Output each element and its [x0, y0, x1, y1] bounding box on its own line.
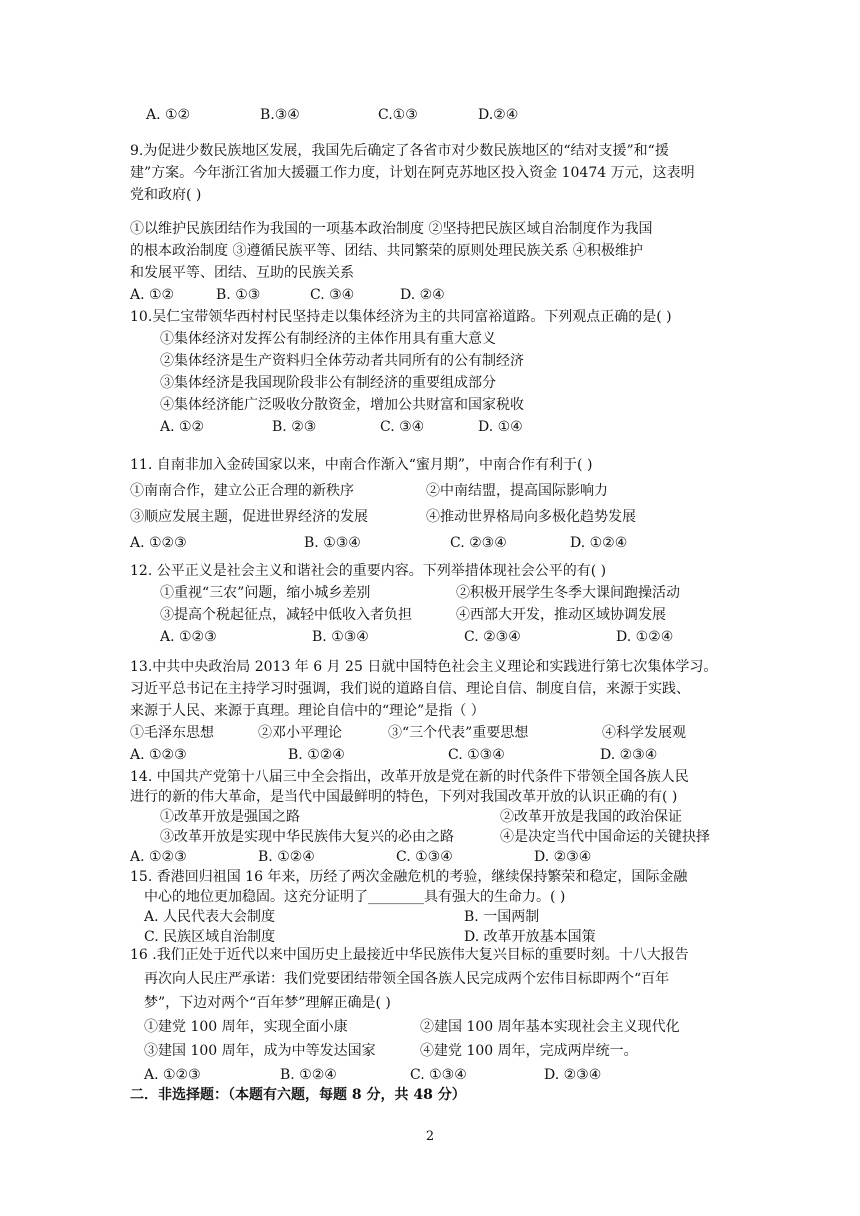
q11-option-a: A. ①②③	[130, 535, 187, 551]
q15-option-c: C. 民族区域自治制度	[144, 929, 276, 945]
q15-stem-line: 15. 香港回归祖国 16 年来，历经了两次金融危机的考验，继续保持繁荣和稳定，国际金融	[130, 869, 688, 885]
q14-statement-4: ④是决定当代中国命运的关键抉择	[500, 829, 710, 845]
q13-option-d: D. ②③④	[600, 747, 658, 763]
q9-statement-line: 的根本政治制度 ③遵循民族平等、团结、共同繁荣的原则处理民族关系 ④积极维护	[130, 243, 643, 259]
q15-option-d: D. 改革开放基本国策	[464, 929, 596, 945]
q12-option-a: A. ①②③	[160, 629, 217, 645]
q10-option-d: D. ①④	[478, 419, 523, 435]
q9-statements	[130, 218, 750, 304]
q9-option-a: A. ①②	[130, 287, 175, 303]
q10-option-a: A. ①②	[160, 419, 205, 435]
q14-statement-3: ③改革开放是实现中华民族伟大复兴的必由之路	[160, 829, 454, 845]
q11-option-b: B. ①③④	[304, 535, 361, 551]
q8-options	[130, 104, 750, 126]
q8-option-c: C.①③	[378, 107, 418, 123]
q11-statement-2: ②中南结盟，提高国际影响力	[426, 483, 608, 499]
q14-option-a: A. ①②③	[130, 849, 187, 865]
q16-option-d: D. ②③④	[544, 1067, 602, 1083]
q11-option-c: C. ②③④	[450, 535, 507, 551]
q16-stem-line: 再次向人民庄严承诺：我们党要团结带领全国各族人民完成两个宏伟目标即两个“百年	[144, 971, 670, 987]
q11-statement-3: ③顺应发展主题，促进世界经济的发展	[130, 509, 368, 525]
q13-option-c: C. ①③④	[448, 747, 505, 763]
question-10	[130, 306, 750, 438]
q8-option-a: A. ①②	[146, 107, 191, 123]
question-14	[130, 766, 750, 866]
q11-option-d: D. ①②④	[570, 535, 628, 551]
q12-option-b: B. ①③④	[312, 629, 369, 645]
q14-option-d: D. ②③④	[534, 849, 592, 865]
q9-option-b: B. ①③	[216, 287, 261, 303]
q16-statement-3: ③建国 100 周年，成为中等发达国家	[144, 1043, 376, 1059]
question-11	[130, 454, 750, 558]
q13-stem-line: 习近平总书记在主持学习时强调，我们说的道路自信、理论自信、制度自信，来源于实践、	[130, 681, 690, 697]
q12-stem: 12. 公平正义是社会主义和谐社会的重要内容。下列举措体现社会公平的有( )	[130, 563, 607, 579]
q14-option-b: B. ①②④	[258, 849, 315, 865]
q10-option-c: C. ③④	[380, 419, 425, 435]
q9-option-d: D. ②④	[400, 287, 445, 303]
q11-statement-1: ①南南合作，建立公正合理的新秩序	[130, 483, 354, 499]
q14-stem-line: 进行的新的伟大革命，是当代中国最鲜明的特色，下列对我国改革开放的认识正确的有( )	[130, 789, 678, 805]
q8-option-b: B.③④	[260, 107, 300, 123]
q13-statement-1: ①毛泽东思想	[130, 725, 214, 741]
q13-stem-line: 13.中共中央政治局 2013 年 6 月 25 日就中国特色社会主义理论和实践进行第七次集体学习。	[130, 659, 718, 675]
q13-option-a: A. ①②③	[130, 747, 187, 763]
q14-option-c: C. ①③④	[396, 849, 453, 865]
q14-statement-1: ①改革开放是强国之路	[160, 809, 300, 825]
q16-statement-4: ④建党 100 周年，完成两岸统一。	[420, 1043, 638, 1059]
q10-statement: ①集体经济对发挥公有制经济的主体作用具有重大意义	[160, 331, 496, 347]
q16-option-b: B. ①②④	[280, 1067, 337, 1083]
q9-statement-line: ①以维护民族团结作为我国的一项基本政治制度 ②坚持把民族区域自治制度作为我国	[130, 221, 653, 237]
q15-option-a: A. 人民代表大会制度	[144, 909, 276, 925]
q12-statement-1: ①重视“三农”问题，缩小城乡差别	[160, 585, 371, 601]
question-15	[130, 866, 750, 946]
q16-option-a: A. ①②③	[144, 1067, 201, 1083]
q13-statement-2: ②邓小平理论	[258, 725, 342, 741]
question-12	[130, 560, 750, 648]
q14-stem-line: 14. 中国共产党第十八届三中全会指出，改革开放是党在新的时代条件下带领全国各族人民	[130, 769, 689, 785]
question-13	[130, 656, 750, 766]
q13-stem-line: 来源于人民、来源于真理。理论自信中的“理论”是指（ ）	[130, 703, 485, 719]
question-9	[130, 140, 750, 206]
q16-statement-1: ①建党 100 周年，实现全面小康	[144, 1019, 348, 1035]
page-number: 2	[425, 1129, 435, 1144]
section-2-heading: 二．非选择题：（本题有六题，每题 8 分，共 48 分）	[130, 1087, 466, 1103]
q16-option-c: C. ①③④	[410, 1067, 467, 1083]
q15-option-b: B. 一国两制	[464, 909, 540, 925]
q13-option-b: B. ①②④	[288, 747, 345, 763]
q11-stem: 11. 自南非加入金砖国家以来，中南合作渐入“蜜月期”，中南合作有利于( )	[130, 457, 593, 473]
q12-statement-3: ③提高个税起征点，减轻中低收入者负担	[160, 607, 412, 623]
q16-stem-line: 16 .我们正处于近代以来中国历史上最接近中华民族伟大复兴目标的重要时刻。十八大报告	[130, 947, 689, 963]
q8-option-d: D.②④	[478, 107, 519, 123]
q16-statement-2: ②建国 100 周年基本实现社会主义现代化	[420, 1019, 680, 1035]
q12-option-c: C. ②③④	[464, 629, 521, 645]
q10-option-b: B. ②③	[272, 419, 317, 435]
q11-statement-4: ④推动世界格局向多极化趋势发展	[426, 509, 636, 525]
q10-statement: ③集体经济是我国现阶段非公有制经济的重要组成部分	[160, 375, 496, 391]
q9-statement-line: 和发展平等、团结、互助的民族关系	[130, 265, 354, 281]
q9-stem-line: 9.为促进少数民族地区发展，我国先后确定了各省市对少数民族地区的“结对支援”和“援	[130, 143, 669, 159]
q10-statement: ④集体经济能广泛吸收分散资金，增加公共财富和国家税收	[160, 397, 524, 413]
q9-option-c: C. ③④	[310, 287, 355, 303]
q12-option-d: D. ①②④	[616, 629, 674, 645]
q15-stem-line: 中心的地位更加稳固。这充分证明了________具有强大的生命力。( )	[144, 889, 566, 905]
q12-statement-2: ②积极开展学生冬季大课间跑操活动	[456, 585, 680, 601]
q13-statement-4: ④科学发展观	[602, 725, 686, 741]
q9-stem-line: 建”方案。今年浙江省加大援疆工作力度，计划在阿克苏地区投入资金 10474 万元，这表明	[130, 165, 695, 181]
q13-statement-3: ③“三个代表”重要思想	[388, 725, 529, 741]
q14-statement-2: ②改革开放是我国的政治保证	[500, 809, 682, 825]
q10-statement: ②集体经济是生产资料归全体劳动者共同所有的公有制经济	[160, 353, 524, 369]
question-16	[130, 944, 750, 1088]
q10-stem: 10.吴仁宝带领华西村村民坚持走以集体经济为主的共同富裕道路。下列观点正确的是( )	[130, 309, 672, 325]
q9-stem-line: 党和政府( )	[130, 187, 202, 203]
q12-statement-4: ④西部大开发，推动区域协调发展	[456, 607, 666, 623]
q16-stem-line: 梦”，下边对两个“百年梦”理解正确是( )	[144, 995, 391, 1011]
